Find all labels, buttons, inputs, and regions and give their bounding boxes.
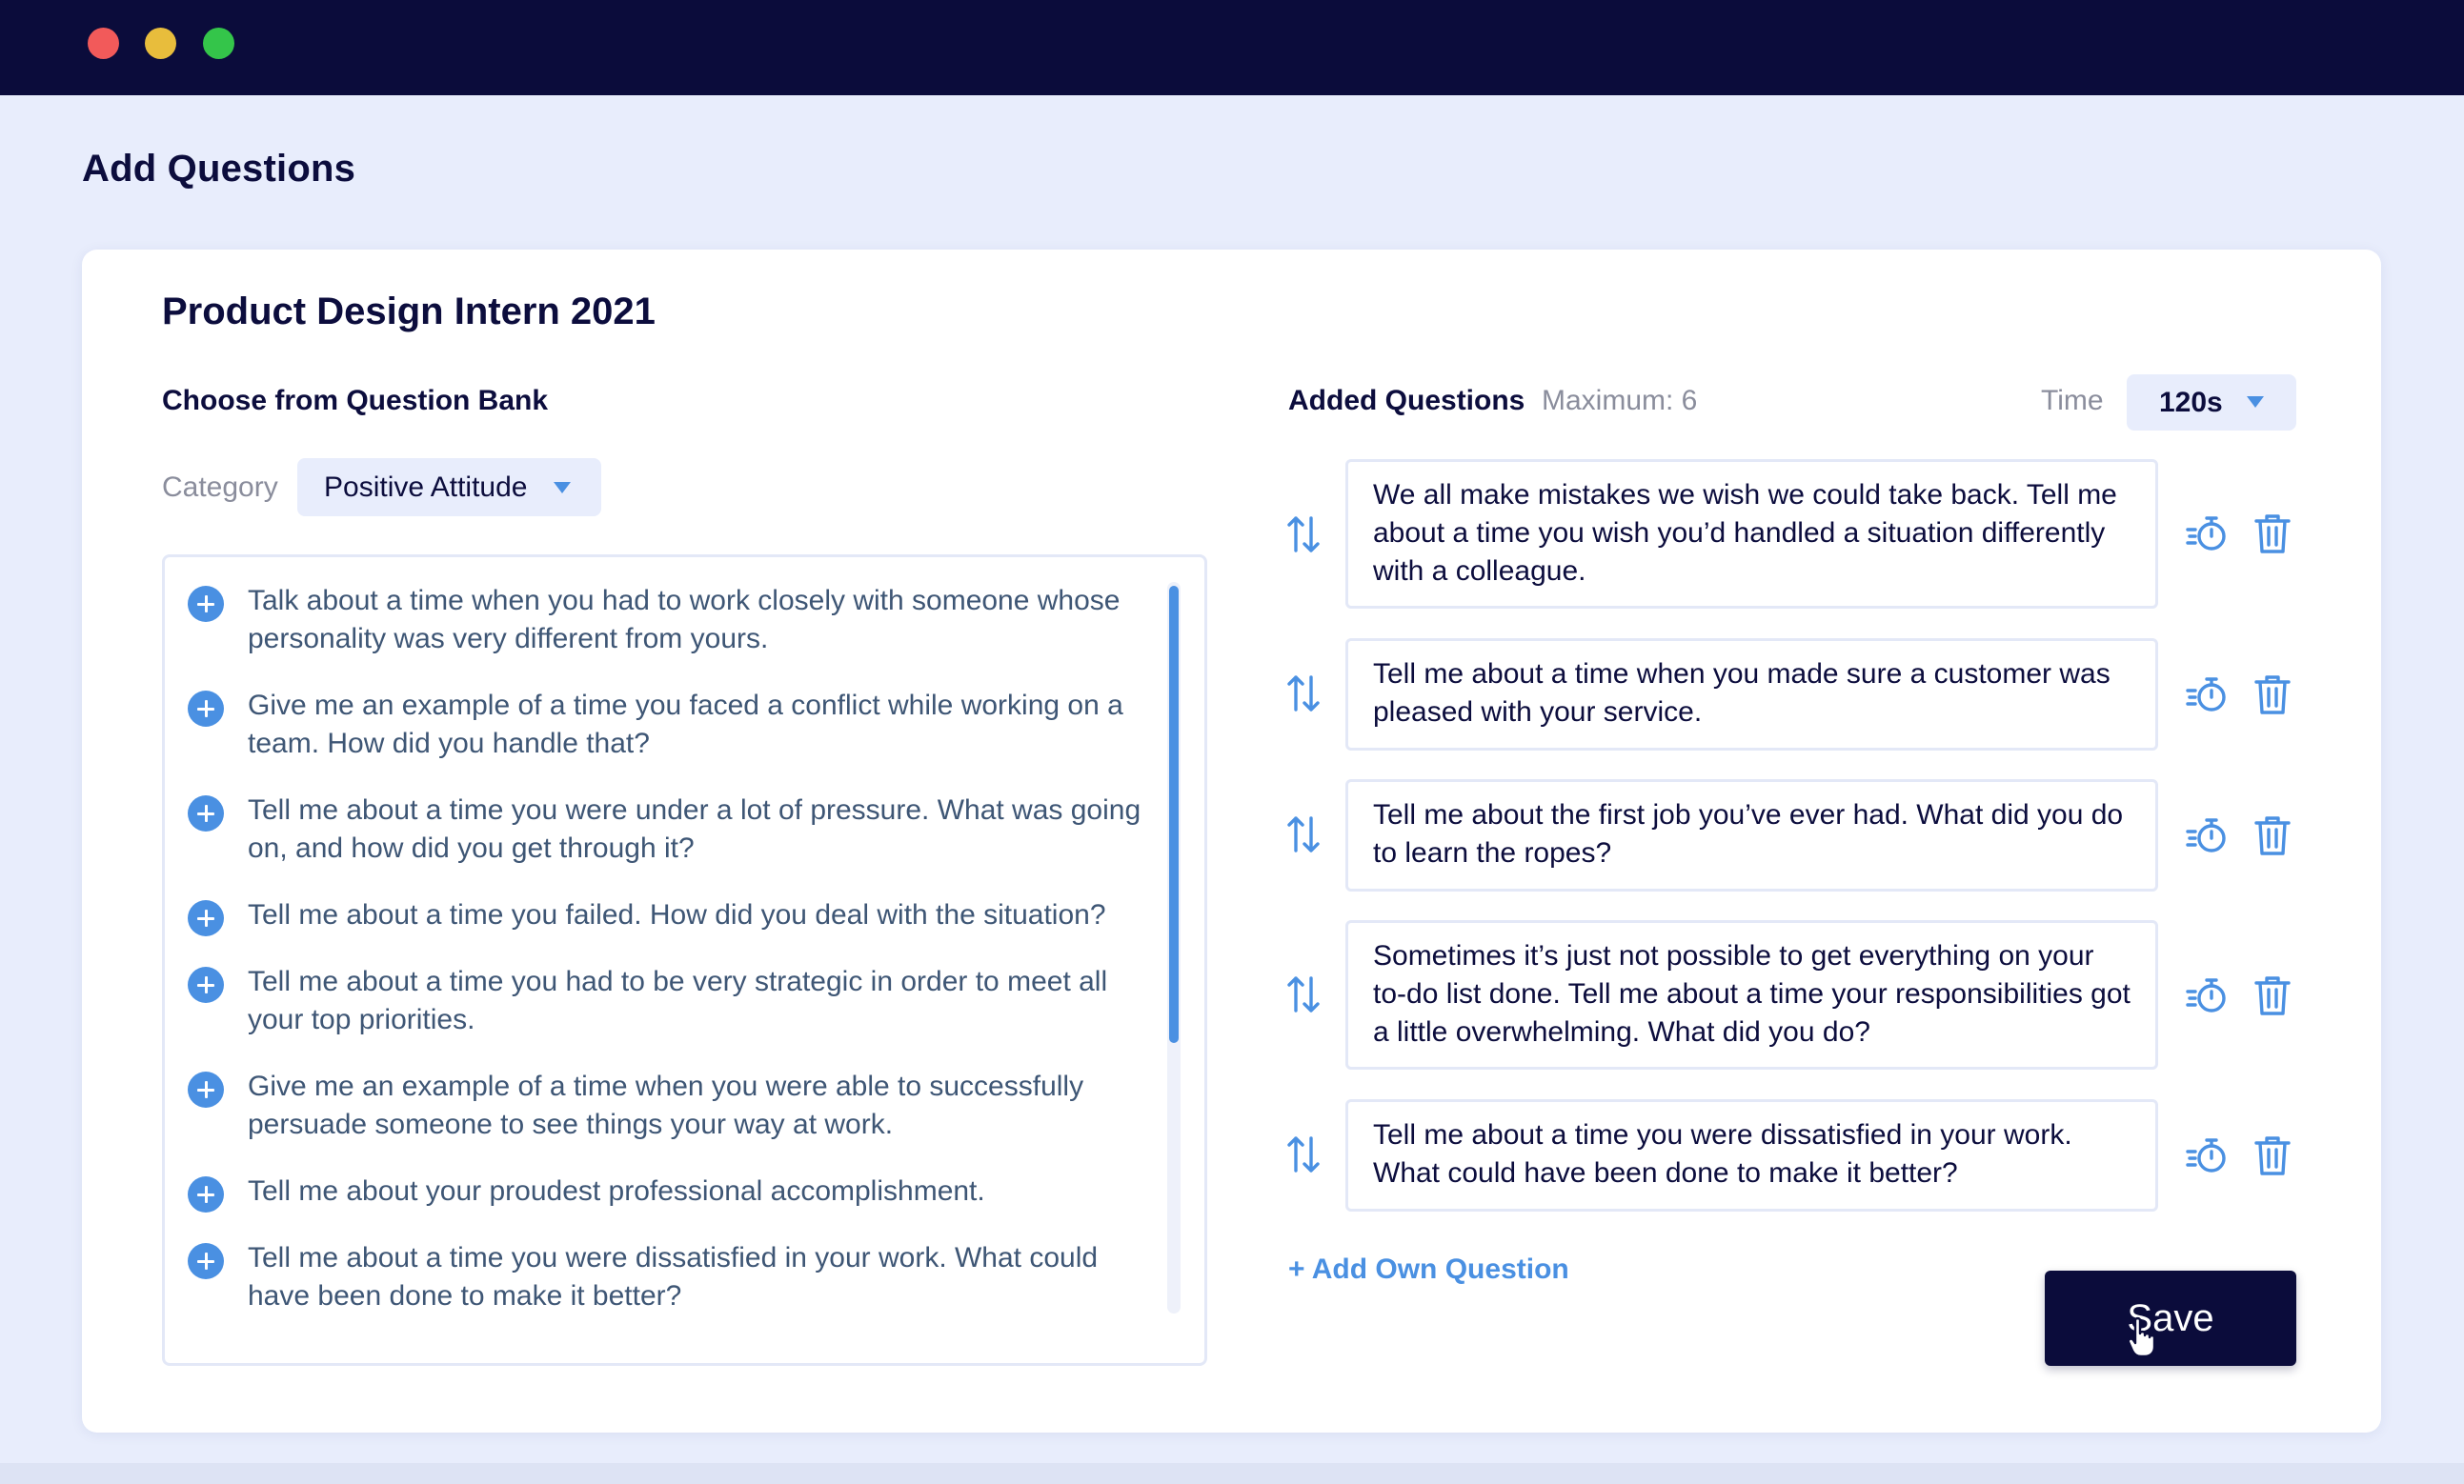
- chevron-down-icon: [554, 482, 571, 493]
- chevron-down-icon: [2247, 396, 2264, 408]
- time-label: Time: [2041, 385, 2104, 416]
- scrollbar-thumb[interactable]: [1169, 586, 1179, 1043]
- time-dropdown[interactable]: [2127, 374, 2296, 431]
- bank-question-text: Tell me about a time you were dissatisfied in your work. What could have been done to make it better?: [248, 1242, 1099, 1312]
- bank-question-text: Tell me about a time you failed. How did you deal with the situation?: [248, 899, 1106, 931]
- question-bank-heading: Choose from Question Bank: [162, 385, 549, 416]
- bank-question-text: Give me an example of a time you faced a conflict while working on a team. How did you handle that?: [248, 690, 1123, 759]
- job-title: Product Design Intern 2021: [162, 291, 656, 332]
- page-footer-strip: [0, 1463, 2464, 1484]
- minimize-window-button[interactable]: [145, 28, 176, 59]
- add-question-icon[interactable]: [188, 967, 224, 1003]
- reorder-icon[interactable]: [1287, 974, 1320, 1014]
- reorder-icon[interactable]: [1287, 1134, 1320, 1174]
- add-question-icon[interactable]: [188, 586, 224, 622]
- added-question-box[interactable]: Tell me about a time you were dissatisfied in your work. What could have been done to make it better?: [1345, 1099, 2158, 1212]
- question-bank-list: [162, 554, 1207, 1366]
- add-question-icon[interactable]: [188, 1176, 224, 1213]
- add-question-icon[interactable]: [188, 900, 224, 936]
- added-question-box[interactable]: Tell me about the first job you’ve ever had. What did you do to learn the ropes?: [1345, 779, 2158, 892]
- added-question-box[interactable]: Tell me about a time when you made sure a customer was pleased with your service.: [1345, 638, 2158, 751]
- trash-icon[interactable]: [2252, 814, 2293, 856]
- bank-question-text: Tell me about your proudest professional accomplishment.: [248, 1175, 985, 1207]
- add-own-question-link[interactable]: + Add Own Question: [1288, 1253, 1569, 1285]
- window-titlebar: [0, 0, 2464, 95]
- maximum-count: Maximum: 6: [1542, 385, 1698, 416]
- bank-question-text: Tell me about a time you were under a lot of pressure. What was going on, and how did you get through it?: [248, 794, 1141, 864]
- bank-question-text: Talk about a time when you had to work closely with someone whose personality was very different from yours.: [248, 585, 1121, 654]
- add-question-icon[interactable]: [188, 691, 224, 727]
- add-question-icon[interactable]: [188, 1072, 224, 1108]
- bank-question-text: Tell me about a time you had to be very strategic in order to meet all your top priorities.: [248, 966, 1108, 1035]
- time-dropdown-value: 120s: [2159, 386, 2223, 418]
- category-dropdown[interactable]: [297, 458, 601, 516]
- category-dropdown-value: Positive Attitude: [324, 471, 528, 503]
- save-button[interactable]: Save: [2045, 1271, 2296, 1366]
- bank-question-text: Give me an example of a time when you were able to successfully persuade someone to see things your way at work.: [248, 1071, 1084, 1140]
- add-question-icon[interactable]: [188, 1243, 224, 1279]
- add-question-icon[interactable]: [188, 795, 224, 832]
- added-questions-heading: Added Questions: [1288, 385, 1525, 416]
- close-window-button[interactable]: [88, 28, 119, 59]
- timer-icon[interactable]: [2186, 974, 2228, 1016]
- reorder-icon[interactable]: [1287, 673, 1320, 713]
- trash-icon[interactable]: [2252, 673, 2293, 715]
- maximize-window-button[interactable]: [203, 28, 234, 59]
- trash-icon[interactable]: [2252, 974, 2293, 1016]
- category-label: Category: [162, 471, 278, 503]
- reorder-icon[interactable]: [1287, 814, 1320, 854]
- reorder-icon[interactable]: [1287, 514, 1320, 554]
- timer-icon[interactable]: [2186, 673, 2228, 715]
- added-question-box[interactable]: We all make mistakes we wish we could take back. Tell me about a time you wish you’d handled a situation differently with a colleague.: [1345, 459, 2158, 609]
- hand-cursor-icon: [2127, 1316, 2159, 1358]
- added-question-box[interactable]: Sometimes it’s just not possible to get everything on your to-do list done. Tell me about a time your responsibilities got a little overwhelming. What did you do?: [1345, 920, 2158, 1070]
- page-title: Add Questions: [82, 148, 356, 190]
- timer-icon[interactable]: [2186, 814, 2228, 856]
- timer-icon[interactable]: [2186, 512, 2228, 554]
- trash-icon[interactable]: [2252, 512, 2293, 554]
- trash-icon[interactable]: [2252, 1134, 2293, 1176]
- timer-icon[interactable]: [2186, 1134, 2228, 1176]
